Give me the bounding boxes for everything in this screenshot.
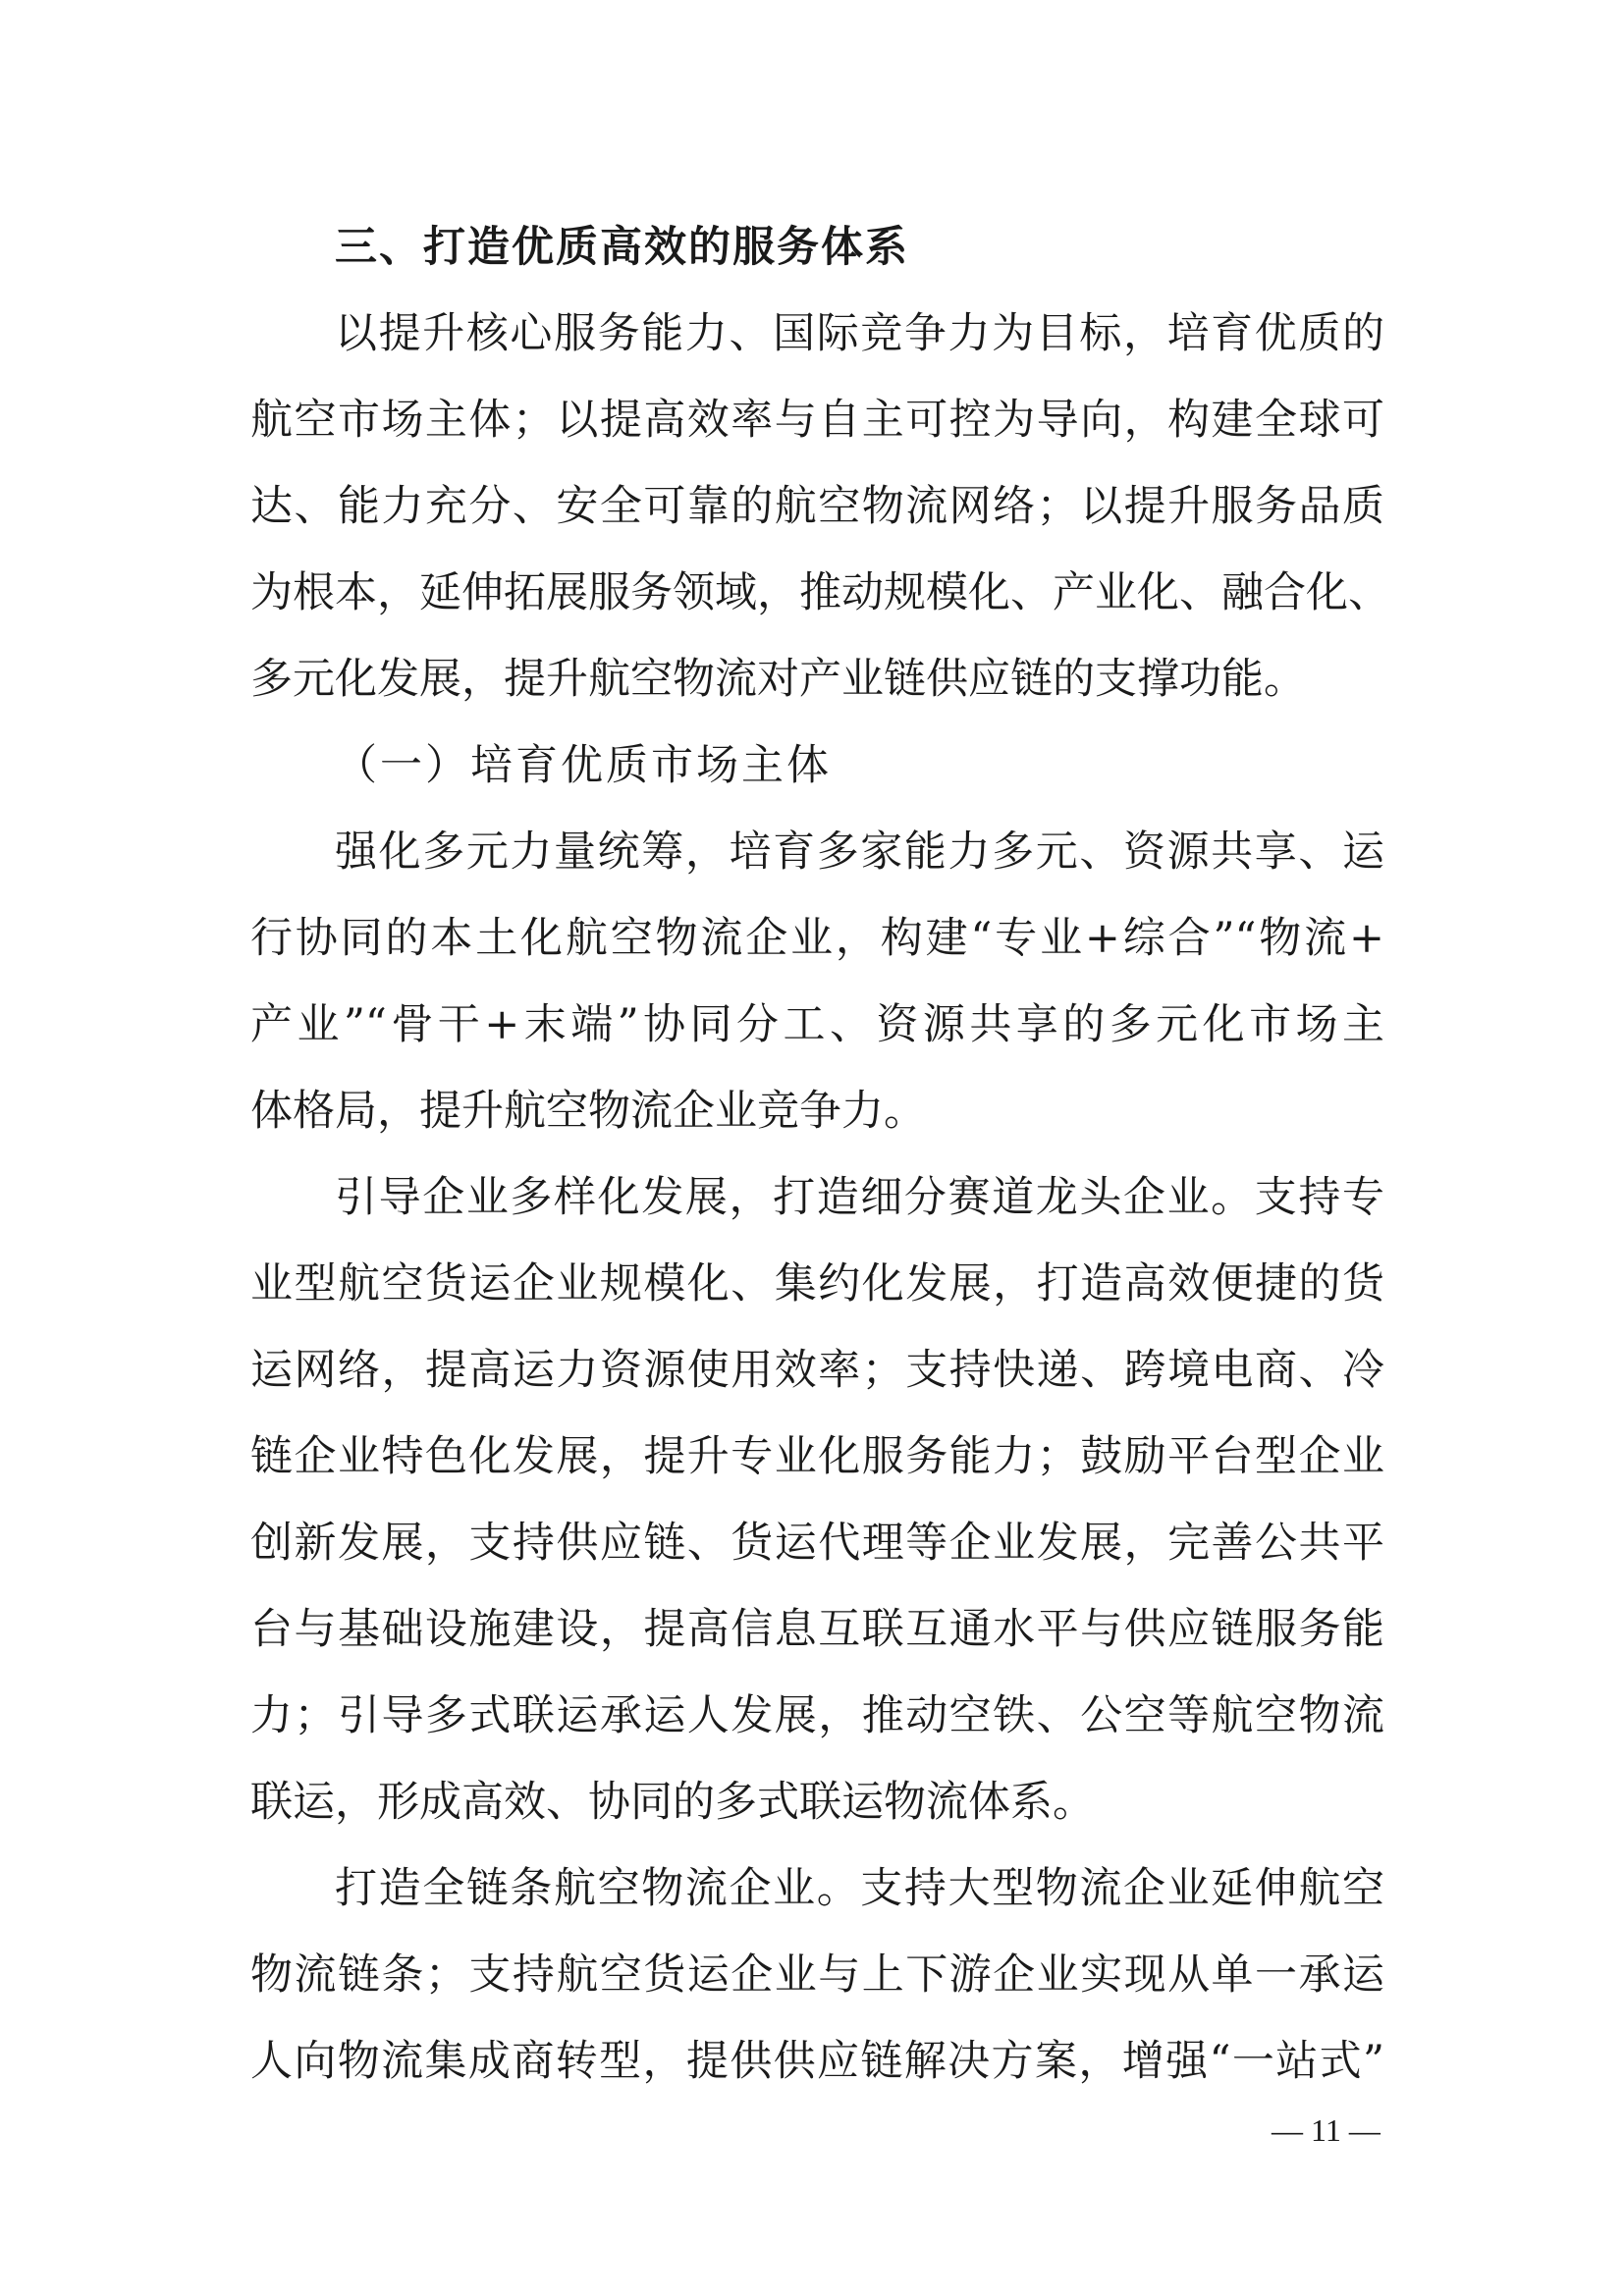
paragraph-line: 链企业特色化发展，提升专业化服务能力；鼓励平台型企业 — [250, 1432, 1384, 1481]
paragraph-line: 行协同的本土化航空物流企业，构建“专业+综合”“物流+ — [250, 914, 1384, 963]
paragraph-line: 多元化发展，提升航空物流对产业链供应链的支撑功能。 — [250, 655, 1306, 704]
paragraph-line: 强化多元力量统筹，培育多家能力多元、资源共享、运 — [335, 828, 1384, 877]
paragraph-line: 台与基础设施建设，提高信息互联互通水平与供应链服务能 — [250, 1605, 1384, 1654]
paragraph-line: 业型航空货运企业规模化、集约化发展，打造高效便捷的货 — [250, 1259, 1384, 1308]
paragraph-line: 以提升核心服务能力、国际竞争力为目标，培育优质的 — [335, 309, 1384, 358]
paragraph-line: 达、能力充分、安全可靠的航空物流网络；以提升服务品质 — [250, 482, 1384, 531]
paragraph-line: 为根本，延伸拓展服务领域，推动规模化、产业化、融合化、 — [250, 568, 1390, 617]
page-number: — 11 — — [1272, 2112, 1380, 2148]
subsection-heading: （一）培育优质市场主体 — [335, 741, 832, 790]
paragraph-line: 运网络，提高运力资源使用效率；支持快递、跨境电商、冷 — [250, 1346, 1384, 1395]
paragraph-line: 人向物流集成商转型，提供供应链解决方案，增强“一站式” — [250, 2037, 1384, 2086]
paragraph-multi-entity — [250, 809, 1384, 1154]
paragraph-full-chain — [250, 1845, 1384, 2105]
paragraph-line: 打造全链条航空物流企业。支持大型物流企业延伸航空 — [335, 1864, 1384, 1913]
paragraph-diversified-development — [250, 1154, 1384, 1845]
paragraph-line: 引导企业多样化发展，打造细分赛道龙头企业。支持专 — [335, 1173, 1384, 1222]
paragraph-line: 产业”“骨干+末端”协同分工、资源共享的多元化市场主 — [250, 1000, 1384, 1049]
section-heading: 三、打造优质高效的服务体系 — [335, 223, 909, 272]
paragraph-line: 物流链条；支持航空货运企业与上下游企业实现从单一承运 — [250, 1950, 1384, 2000]
paragraph-line: 体格局，提升航空物流企业竞争力。 — [250, 1087, 926, 1136]
paragraph-line: 联运，形成高效、协同的多式联运物流体系。 — [250, 1778, 1095, 1827]
paragraph-line: 力；引导多式联运承运人发展，推动空铁、公空等航空物流 — [250, 1691, 1384, 1740]
paragraph-intro — [250, 291, 1390, 722]
paragraph-line: 航空市场主体；以提高效率与自主可控为导向，构建全球可 — [250, 396, 1384, 445]
document-page — [250, 204, 1390, 2105]
paragraph-line: 创新发展，支持供应链、货运代理等企业发展，完善公共平 — [250, 1519, 1384, 1568]
